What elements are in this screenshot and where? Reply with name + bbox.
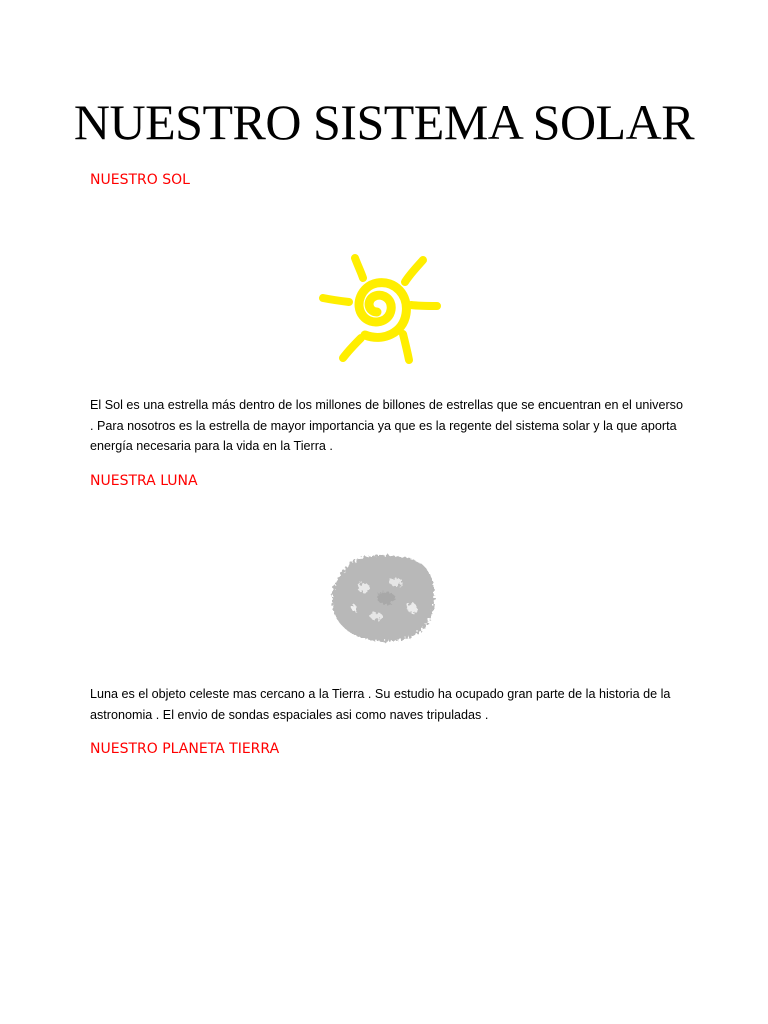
sun-drawing-icon: [313, 238, 447, 366]
paragraph-line: energía necesaria para la vida en la Tierra .: [90, 439, 333, 453]
page-title: NUESTRO SISTEMA SOLAR: [73, 94, 695, 150]
paragraph-line: El Sol es una estrella más dentro de los millones de billones de estrellas que se encuentran en el universo: [90, 398, 683, 412]
section-heading-luna: NUESTRA LUNA: [90, 473, 198, 489]
paragraph-line: astronomia . El envio de sondas espaciales asi como naves tripuladas .: [90, 707, 489, 722]
section-heading-tierra: NUESTRO PLANETA TIERRA: [90, 741, 280, 757]
section-paragraph-sol: [90, 395, 690, 457]
moon-drawing-icon: [324, 538, 448, 650]
section-paragraph-luna: [90, 684, 690, 725]
paragraph-line: . Para nosotros es la estrella de mayor importancia ya que es la regente del sistema solar y la que aporta: [90, 418, 677, 433]
section-heading-sol: NUESTRO SOL: [90, 172, 190, 188]
paragraph-line: Luna es el objeto celeste mas cercano a la Tierra . Su estudio ha ocupado gran parte de la historia de la: [90, 687, 671, 701]
